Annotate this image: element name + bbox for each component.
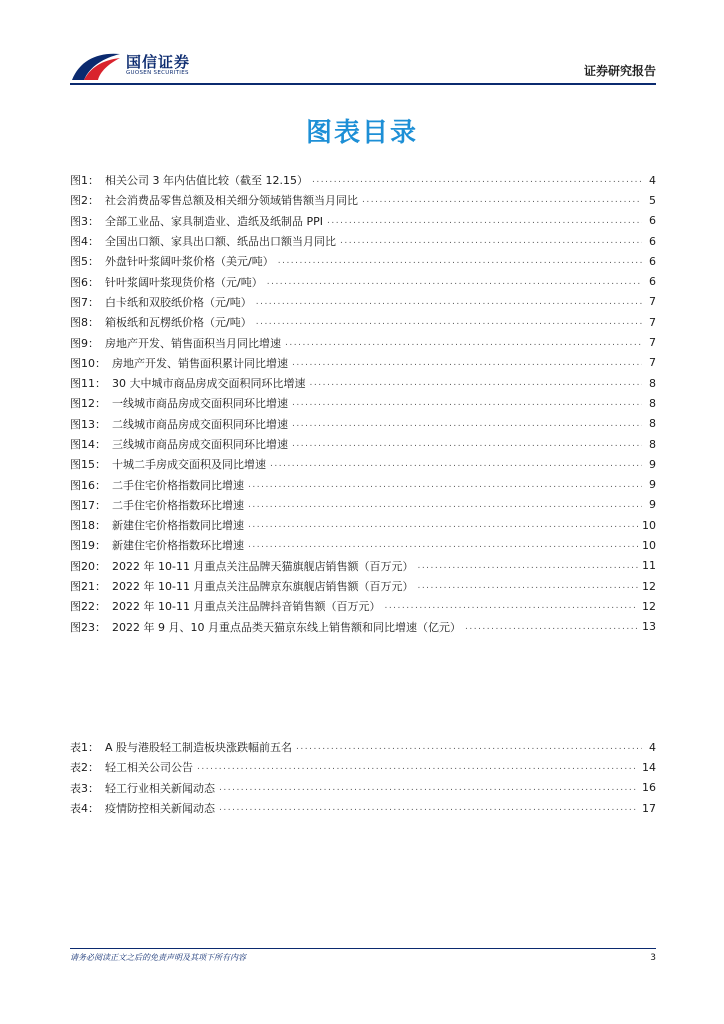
figure-entry[interactable] (70, 414, 656, 434)
toc-entry-title: 2022 年 10-11 月重点关注品牌抖音销售额（百万元） (112, 600, 381, 614)
figure-entry[interactable] (70, 251, 656, 271)
toc-entry-title: 疫情防控相关新闻动态 (105, 802, 215, 816)
toc-entry-page: 11 (642, 559, 656, 573)
toc-entry-page: 16 (642, 781, 656, 795)
toc-entry-page: 7 (649, 356, 656, 370)
dot-leader (327, 216, 642, 226)
figure-entry[interactable] (70, 211, 656, 231)
toc-entry-title: A 股与港股轻工制造板块涨跌幅前五名 (105, 741, 293, 755)
figure-entry[interactable] (70, 353, 656, 373)
toc-entry-title: 十城二手房成交面积及同比增速 (112, 458, 266, 472)
table-entry[interactable] (70, 778, 656, 798)
figure-entry[interactable] (70, 495, 656, 515)
toc-entry-label: 图20： (70, 559, 106, 573)
toc-entry-label: 图17： (70, 498, 106, 512)
company-name-en: GUOSEN SECURITIES (126, 70, 189, 76)
figure-entry[interactable] (70, 556, 656, 576)
figure-entry[interactable] (70, 515, 656, 535)
dot-leader (219, 803, 638, 813)
toc-entry-label: 表2： (70, 761, 99, 775)
figure-entry[interactable] (70, 231, 656, 251)
toc-entry-title: 轻工行业相关新闻动态 (105, 781, 215, 795)
figure-entry[interactable] (70, 596, 656, 616)
toc-entry-label: 图7： (70, 295, 99, 309)
toc-entry-label: 图8： (70, 316, 99, 330)
dot-leader (296, 742, 642, 752)
toc-entry-label: 表1： (70, 741, 99, 755)
table-entry[interactable] (70, 737, 656, 757)
page-number: 3 (650, 953, 656, 963)
toc-entry-page: 17 (642, 801, 656, 815)
toc-entry-title: 房地产开发、销售面积当月同比增速 (105, 336, 281, 350)
dot-leader (417, 581, 638, 591)
figure-entry[interactable] (70, 312, 656, 332)
figure-entry[interactable] (70, 535, 656, 555)
figure-entry[interactable] (70, 373, 656, 393)
page-header (70, 48, 656, 84)
toc-entry-label: 图10： (70, 356, 106, 370)
dot-leader (310, 378, 643, 388)
toc-entry-label: 图12： (70, 397, 106, 411)
dot-leader (256, 297, 642, 307)
dot-leader (219, 783, 638, 793)
figure-entry[interactable] (70, 454, 656, 474)
toc-entry-title: 一线城市商品房成交面积同环比增速 (112, 397, 288, 411)
toc-entry-page: 7 (649, 315, 656, 329)
figure-entry[interactable] (70, 576, 656, 596)
toc-entry-label: 图4： (70, 235, 99, 249)
toc-entry-page: 9 (649, 478, 656, 492)
company-name-cn: 国信证券 (126, 53, 191, 71)
toc-entry-label: 图9： (70, 336, 99, 350)
dot-leader (197, 762, 638, 772)
toc-entry-label: 图1： (70, 174, 99, 188)
toc-entry-title: 社会消费品零售总额及相关细分领域销售额当月同比 (105, 194, 358, 208)
disclaimer-text: 请务必阅读正文之后的免责声明及其项下所有内容 (70, 953, 246, 962)
toc-entry-label: 图19： (70, 539, 106, 553)
toc-entry-title: 全部工业品、家具制造业、造纸及纸制品 PPI (105, 214, 324, 228)
figure-entry[interactable] (70, 434, 656, 454)
toc-entry-page: 13 (642, 620, 656, 634)
toc-entry-title: 新建住宅价格指数同比增速 (112, 519, 244, 533)
toc-entry-label: 图2： (70, 194, 99, 208)
toc-entry-page: 8 (649, 376, 656, 390)
toc-entry-title: 外盘针叶浆阔叶浆价格（美元/吨） (105, 255, 274, 269)
toc-entry-page: 9 (649, 498, 656, 512)
toc-entry-label: 图16： (70, 478, 106, 492)
table-entry[interactable] (70, 798, 656, 818)
toc-entry-title: 全国出口额、家具出口额、纸品出口额当月同比 (105, 235, 336, 249)
toc-entry-title: 二线城市商品房成交面积同环比增速 (112, 417, 288, 431)
toc-entry-title: 相关公司 3 年内估值比较（截至 12.15） (105, 174, 308, 188)
toc-entry-title: 新建住宅价格指数环比增速 (112, 539, 244, 553)
toc-entry-page: 5 (649, 193, 656, 207)
toc-entry-page: 6 (649, 275, 656, 289)
figure-entry[interactable] (70, 393, 656, 413)
toc-entry-label: 图13： (70, 417, 106, 431)
figure-entry[interactable] (70, 190, 656, 210)
toc-entry-label: 表3： (70, 781, 99, 795)
toc-entry-label: 图6： (70, 275, 99, 289)
toc-entry-title: 房地产开发、销售面积累计同比增速 (112, 356, 288, 370)
toc-entry-label: 图23： (70, 620, 106, 634)
toc-entry-page: 14 (642, 760, 656, 774)
dot-leader (248, 500, 642, 510)
figure-entry[interactable] (70, 271, 656, 291)
toc-entry-label: 图18： (70, 519, 106, 533)
report-type-label: 证券研究报告 (583, 64, 656, 78)
dot-leader (285, 338, 642, 348)
header-divider (70, 83, 656, 85)
figure-entry[interactable] (70, 292, 656, 312)
toc-entry-page: 6 (649, 254, 656, 268)
page-title: 图表目录 (305, 118, 418, 148)
toc-entry-page: 7 (649, 295, 656, 309)
toc-entry-label: 图14： (70, 438, 106, 451)
toc-entry-page: 8 (649, 437, 656, 451)
figure-entry[interactable] (70, 474, 656, 494)
dot-leader (384, 601, 638, 611)
toc-entry-page: 4 (649, 740, 656, 754)
dot-leader (248, 520, 638, 530)
toc-entry-label: 图21： (70, 580, 106, 594)
dot-leader (340, 236, 642, 246)
toc-entry-title: 箱板纸和瓦楞纸价格（元/吨） (105, 316, 252, 330)
toc-entry-title: 2022 年 10-11 月重点关注品牌天猫旗舰店销售额（百万元） (112, 559, 414, 573)
dot-leader (292, 419, 642, 429)
toc-entry-label: 图3： (70, 214, 99, 228)
toc-entry-label: 图22： (70, 600, 106, 614)
footer-divider (70, 948, 656, 949)
toc-entry-title: 二手住宅价格指数同比增速 (112, 478, 244, 492)
dot-leader (248, 540, 638, 550)
dot-leader (278, 256, 642, 266)
dot-leader (292, 439, 642, 449)
toc-entry-label: 图15： (70, 458, 106, 472)
toc-entry-page: 6 (649, 214, 656, 228)
toc-entry-title: 三线城市商品房成交面积同环比增速 (112, 438, 288, 451)
dot-leader (312, 175, 642, 185)
toc-entry-page: 10 (642, 518, 656, 532)
toc-entry-page: 12 (642, 599, 656, 613)
figure-list (70, 170, 656, 637)
toc-entry-page: 12 (642, 579, 656, 593)
toc-entry-title: 二手住宅价格指数环比增速 (112, 498, 244, 512)
dot-leader (417, 561, 638, 571)
toc-entry-title: 针叶浆阔叶浆现货价格（元/吨） (105, 275, 263, 289)
table-list (70, 737, 656, 818)
dot-leader (292, 358, 642, 368)
figure-entry[interactable] (70, 332, 656, 352)
toc-entry-page: 7 (649, 336, 656, 350)
dot-leader (267, 277, 642, 287)
dot-leader (465, 622, 638, 632)
dot-leader (256, 317, 642, 327)
toc-entry-title: 轻工相关公司公告 (105, 761, 193, 775)
dot-leader (362, 195, 642, 205)
toc-entry-page: 6 (649, 234, 656, 248)
toc-entry-label: 图11： (70, 377, 106, 391)
toc-entry-page: 8 (649, 396, 656, 410)
dot-leader (270, 459, 642, 469)
toc-entry-label: 图5： (70, 255, 99, 269)
toc-entry-page: 4 (649, 173, 656, 187)
toc-entry-title: 2022 年 9 月、10 月重点品类天猫京东线上销售额和同比增速（亿元） (112, 620, 461, 634)
toc-entry-page: 10 (642, 538, 656, 552)
toc-entry-label: 表4： (70, 802, 99, 816)
figure-entry[interactable] (70, 170, 656, 190)
table-entry[interactable] (70, 757, 656, 777)
dot-leader (248, 480, 642, 490)
toc-entry-page: 9 (649, 457, 656, 471)
toc-entry-title: 30 大中城市商品房成交面积同环比增速 (112, 377, 306, 391)
toc-entry-page: 8 (649, 417, 656, 431)
guosen-logo-icon (70, 50, 122, 82)
toc-entry-title: 白卡纸和双胶纸价格（元/吨） (105, 295, 252, 309)
figure-entry[interactable] (70, 617, 656, 637)
toc-entry-title: 2022 年 10-11 月重点关注品牌京东旗舰店销售额（百万元） (112, 580, 414, 594)
dot-leader (292, 398, 642, 408)
